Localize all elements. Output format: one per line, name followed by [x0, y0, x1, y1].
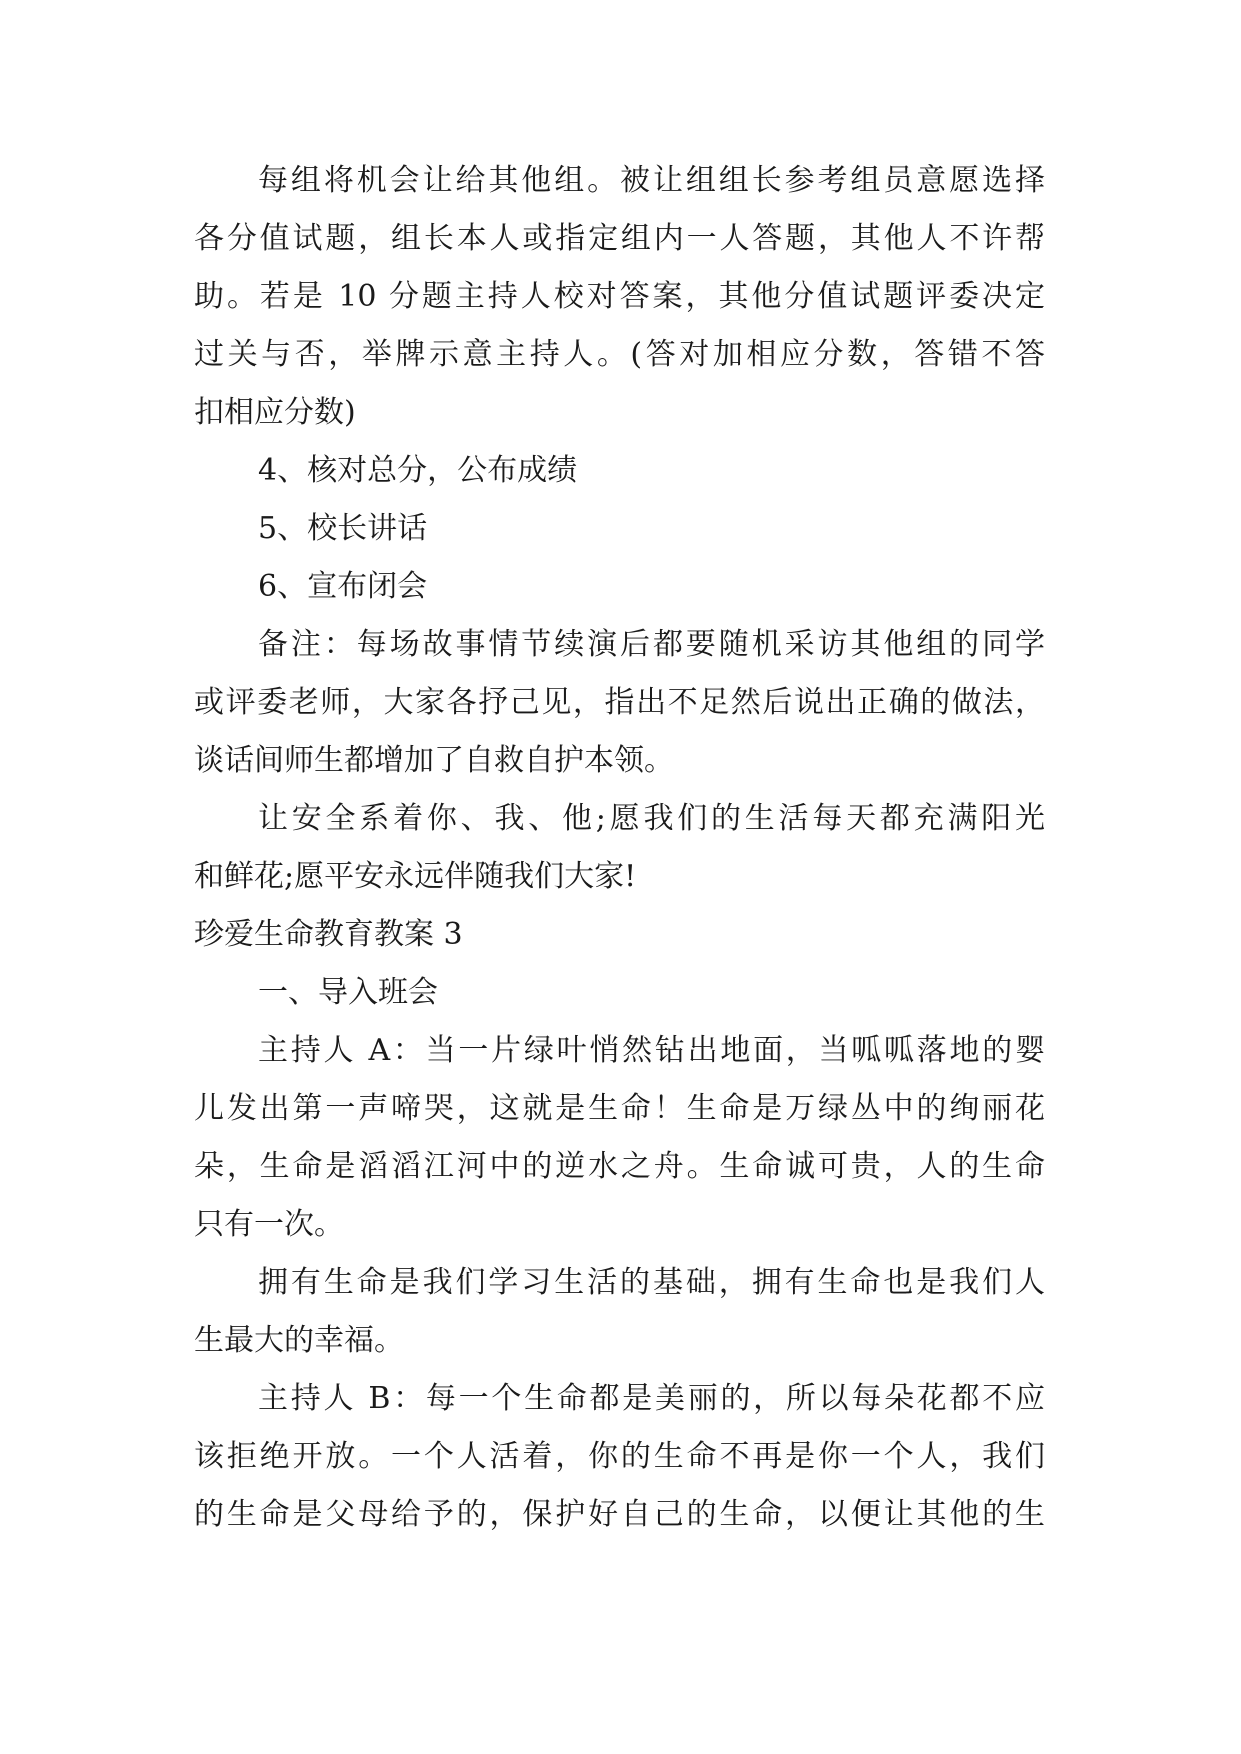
paragraph-line: 或评委老师，大家各抒己见，指出不足然后说出正确的做法，	[194, 685, 1045, 720]
paragraph-line: 和鲜花;愿平安永远伴随我们大家!	[194, 859, 637, 894]
paragraph-line: 该拒绝开放。一个人活着，你的生命不再是你一个人，我们	[194, 1439, 1045, 1474]
paragraph-line: 只有一次。	[194, 1207, 344, 1242]
paragraph-line: 的生命是父母给予的，保护好自己的生命，以便让其他的生	[194, 1497, 1045, 1532]
paragraph-line: 让安全系着你、我、他;愿我们的生活每天都充满阳光	[258, 801, 1045, 836]
subsection-heading: 一、导入班会	[258, 975, 438, 1010]
paragraph-line: 每组将机会让给其他组。被让组组长参考组员意愿选择	[258, 163, 1045, 198]
paragraph-line: 助。若是 10 分题主持人校对答案，其他分值试题评委决定	[194, 279, 1045, 314]
section-heading: 珍爱生命教育教案 3	[194, 917, 463, 952]
paragraph-line: 主持人 B：每一个生命都是美丽的，所以每朵花都不应	[258, 1381, 1045, 1416]
paragraph-line: 主持人 A：当一片绿叶悄然钻出地面，当呱呱落地的婴	[258, 1033, 1045, 1068]
paragraph-line: 过关与否，举牌示意主持人。(答对加相应分数，答错不答	[194, 337, 1045, 372]
paragraph-line: 扣相应分数)	[194, 395, 356, 430]
paragraph-line: 拥有生命是我们学习生活的基础，拥有生命也是我们人	[258, 1265, 1045, 1300]
paragraph-line: 各分值试题，组长本人或指定组内一人答题，其他人不许帮	[194, 221, 1045, 256]
list-item: 6、宣布闭会	[258, 569, 428, 604]
paragraph-line: 朵，生命是滔滔江河中的逆水之舟。生命诚可贵，人的生命	[194, 1149, 1045, 1184]
paragraph-line: 生最大的幸福。	[194, 1323, 404, 1358]
list-item: 4、核对总分，公布成绩	[258, 453, 578, 488]
paragraph-line: 儿发出第一声啼哭，这就是生命！生命是万绿丛中的绚丽花	[194, 1091, 1045, 1126]
paragraph-line: 谈话间师生都增加了自救自护本领。	[194, 743, 674, 778]
list-item: 5、校长讲话	[258, 511, 428, 546]
paragraph-line: 备注：每场故事情节续演后都要随机采访其他组的同学	[258, 627, 1045, 662]
